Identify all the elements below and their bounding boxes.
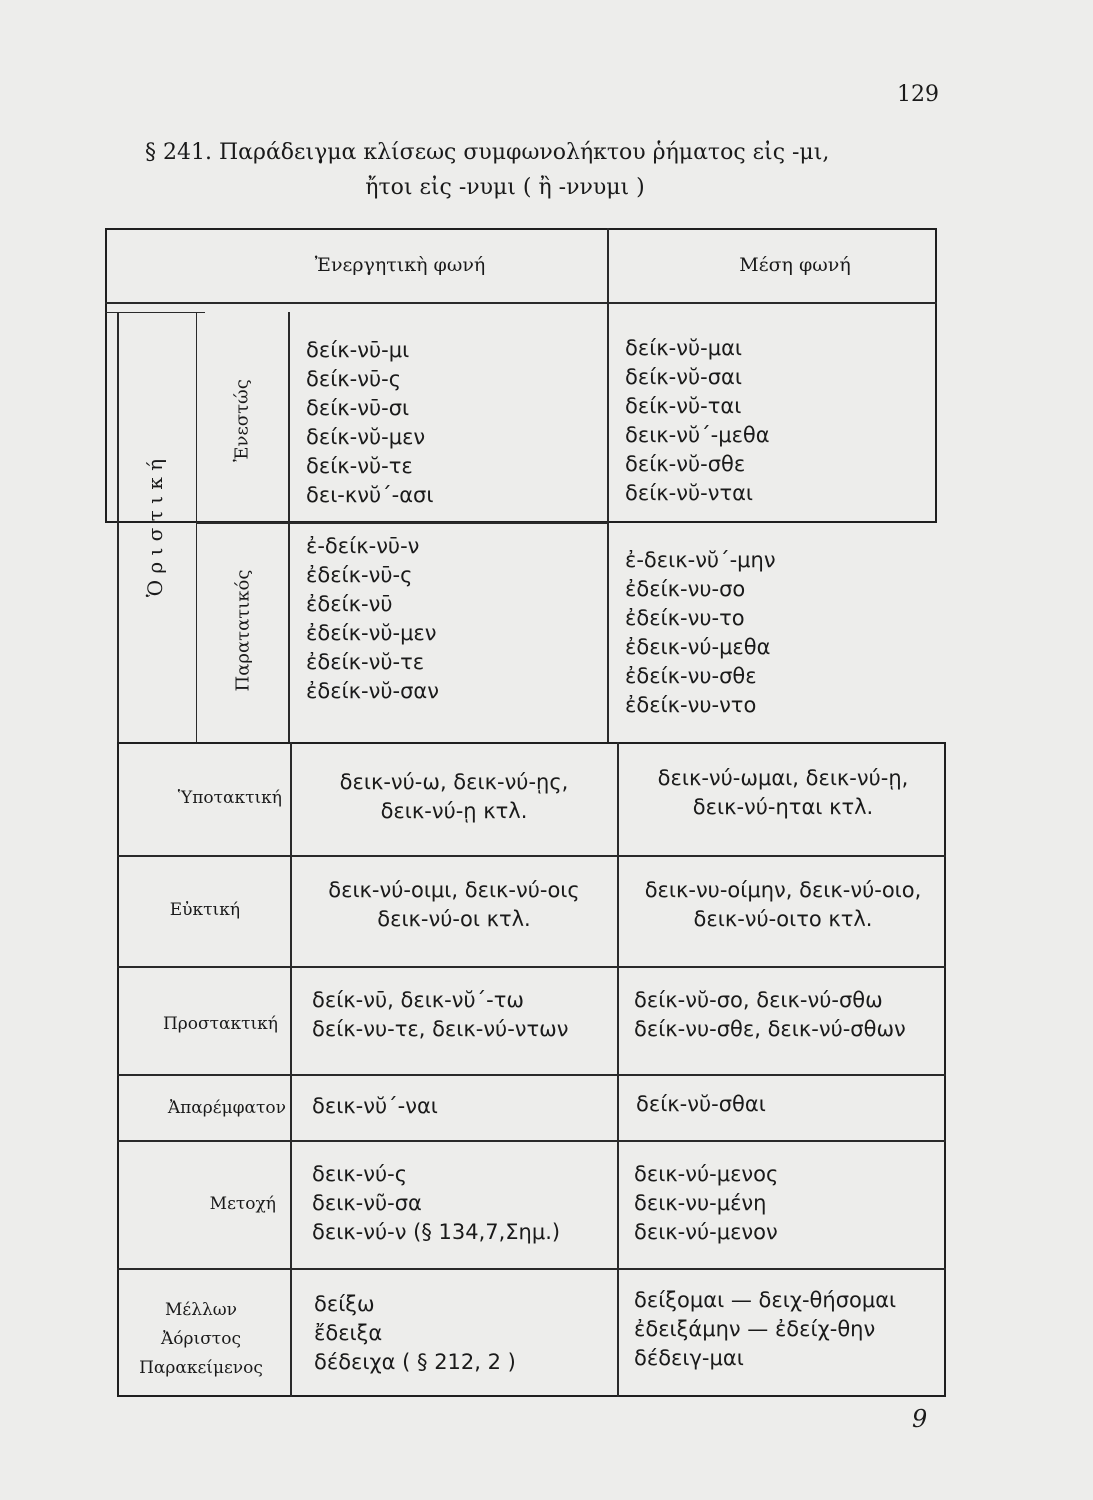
participle-label: Μετοχή <box>209 1194 276 1214</box>
infinitive-active-forms: δεικ-νῠ΄-ναι <box>312 1094 438 1118</box>
participle-active-forms: δεικ-νύ-ς δεικ-νῦ-σα δεικ-νύ-ν (§ 134,7,Σημ.) <box>312 1162 561 1244</box>
imperfect-label: Παρατατικός <box>232 569 254 692</box>
imperfect-middle-forms: ἐ-δεικ-νῠ΄-μην ἐδείκ-νυ-σο ἐδείκ-νυ-το ἐδεικ-νύ-μεθα ἐδείκ-νυ-σθε ἐδείκ-νυ-ντο <box>625 548 776 717</box>
subjunctive-active-forms: δεικ-νύ-ω, δεικ-νύ-ῃς, δεικ-νύ-ῃ κτλ. <box>339 770 569 823</box>
indicative-label: Ὁ ρ ι σ τ ι κ ή <box>143 458 167 598</box>
participle-middle-forms: δεικ-νύ-μενος δεικ-νυ-μένη δεικ-νύ-μενον <box>634 1162 779 1244</box>
section-heading <box>145 140 925 200</box>
optative-label: Εὐκτική <box>169 900 240 920</box>
heading-line-1: § 241. Παράδειγμα κλίσεως συμφωνολήκτου ῥήματος εἰς -μι, <box>145 140 830 165</box>
imperative-middle-forms: δείκ-νῠ-σο, δεικ-νύ-σθω δείκ-νυ-σθε, δεικ-νύ-σθων <box>634 988 906 1041</box>
present-middle-forms: δείκ-νῠ-μαι δείκ-νῠ-σαι δείκ-νῠ-ται δεικ-νῠ΄-μεθα δείκ-νῠ-σθε δείκ-νῠ-νται <box>625 336 770 505</box>
header-middle-voice: Μέση φωνή <box>739 254 851 276</box>
infinitive-label: Ἀπαρέμφατον <box>167 1098 286 1118</box>
infinitive-middle-forms: δείκ-νῠ-σθαι <box>636 1092 766 1116</box>
imperative-label: Προστακτική <box>162 1014 278 1034</box>
present-active-forms: δείκ-νῡ-μι δείκ-νῡ-ς δείκ-νῡ-σι δείκ-νῠ-μεν δείκ-νῠ-τε δει-κνῠ΄-ασι <box>306 338 434 507</box>
signature-mark: 9 <box>912 1405 928 1433</box>
subjunctive-middle-forms: δεικ-νύ-ωμαι, δεικ-νύ-ῃ, δεικ-νύ-ηται κτλ. <box>657 766 909 819</box>
heading-line-2: ἤτοι εἰς -νυμι ( ἢ -ννυμι ) <box>365 175 645 200</box>
imperfect-active-forms: ἐ-δείκ-νῡ-ν ἐδείκ-νῡ-ς ἐδείκ-νῡ ἐδείκ-νῠ-μεν ἐδείκ-νῠ-τε ἐδείκ-νῠ-σαν <box>306 534 439 703</box>
optative-middle-forms: δεικ-νυ-οίμην, δεικ-νύ-οιο, δεικ-νύ-οιτο κτλ. <box>644 878 922 931</box>
other-tenses-middle-forms: δείξομαι — δειχ-θήσομαι ἐδειξάμην — ἐδείχ-θην δέδειγ-μαι <box>634 1288 897 1370</box>
present-label: Ἐνεστώς <box>231 379 253 462</box>
optative-active-forms: δεικ-νύ-οιμι, δεικ-νύ-οις δεικ-νύ-οι κτλ. <box>328 878 580 931</box>
page-number: 129 <box>897 82 939 107</box>
other-tenses-active-forms: δείξω ἔδειξα δέδειχα ( § 212, 2 ) <box>314 1292 516 1374</box>
header-active-voice: Ἐνεργητικὴ φωνή <box>314 254 486 276</box>
subjunctive-label: Ὑποτακτική <box>177 788 282 808</box>
imperative-active-forms: δείκ-νῡ, δεικ-νῠ΄-τω δείκ-νυ-τε, δεικ-νύ-ντων <box>312 988 569 1041</box>
other-tenses-labels: Μέλλων Ἀόριστος Παρακείμενος <box>139 1300 263 1378</box>
